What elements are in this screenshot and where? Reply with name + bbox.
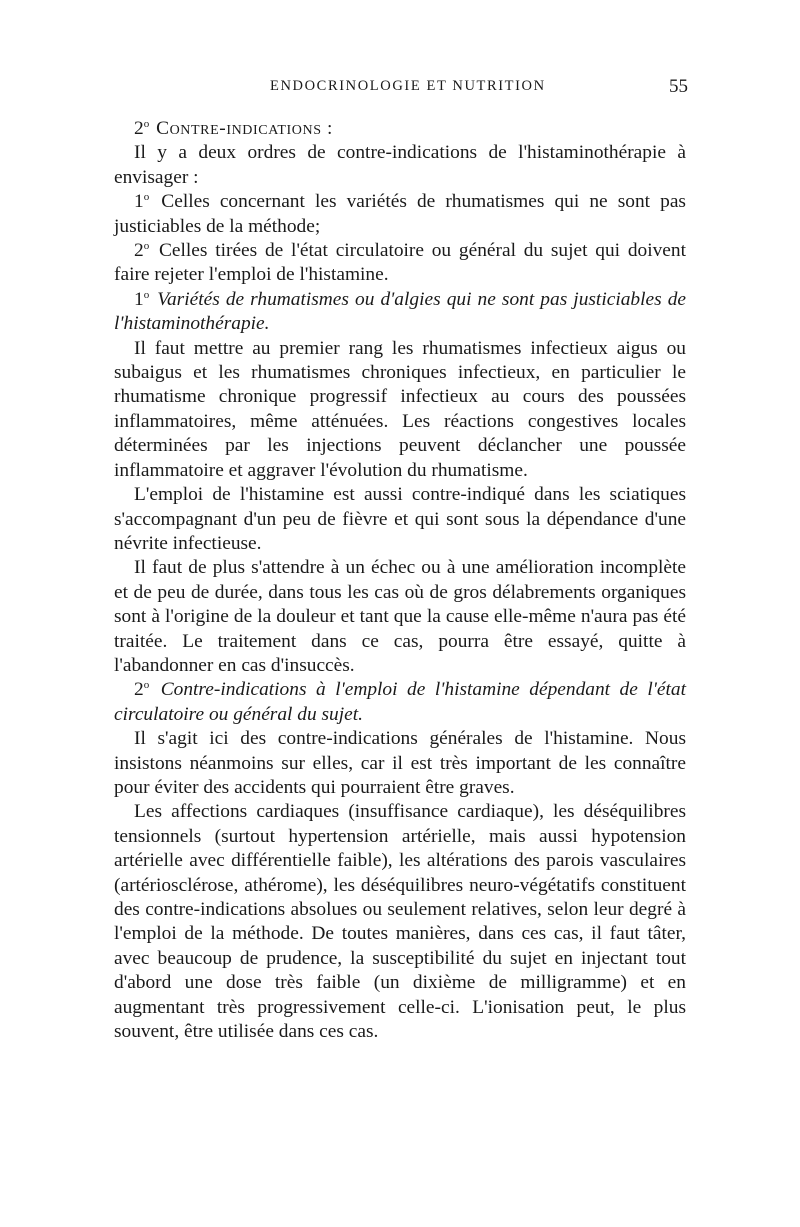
subheading-2 bbox=[114, 678, 686, 727]
paragraph-intro: Il y a deux ordres de contre-indications de l'histaminothérapie à envisager : bbox=[114, 142, 686, 188]
subheading-1-number: 1 bbox=[134, 288, 144, 310]
page-number: 55 bbox=[669, 76, 688, 97]
running-head: ENDOCRINOLOGIE ET NUTRITION bbox=[270, 78, 546, 94]
paragraph-item-2 bbox=[114, 239, 686, 288]
paragraph-general: Il s'agit ici des contre-indications générales de l'histamine. Nous insistons néanmoins sur elles, car il est très important de les connaître pour éviter des accidents qui pourraient être graves. bbox=[114, 728, 686, 798]
section-number: 2 bbox=[134, 118, 144, 139]
item-1-number: 1 bbox=[134, 191, 144, 213]
subheading-2-text: Contre-indications à l'emploi de l'histamine dépendant de l'état circulatoire ou général du sujet. bbox=[114, 679, 686, 725]
paragraph-failure: Il faut de plus s'attendre à un échec ou à une amélioration incomplète et de peu de durée, dans tous les cas où de gros délabrements organiques sont à l'origine de la douleur et tant que la cause elle-même n'aura pas été traitée. Le traitement dans ce cas, pourra être essayé, quitte à l'abandonner en cas d'insuccès. bbox=[114, 557, 686, 676]
subheading-1 bbox=[114, 288, 686, 337]
section-heading bbox=[114, 117, 686, 141]
section-title: Contre-indications : bbox=[156, 118, 334, 139]
subheading-1-ordinal: o bbox=[143, 288, 150, 301]
item-1-ordinal: o bbox=[143, 191, 150, 204]
paragraph-cardiac: Les affections cardiaques (insuffisance cardiaque), les déséquilibres tensionnels (surtout hypertension artérielle, mais aussi hypotension artérielle avec différentielle faible), les altérations des parois vasculaires (artériosclérose, athérome), les déséquilibres neuro-végétatifs constituent des contre-indications absolues ou seulement relatives, selon leur degré à l'emploi de la méthode. De toutes manières, dans ces cas, il faut tâter, avec beaucoup de prudence, la susceptibilité du sujet en injectant tout d'abord une dose très faible (un dixième de milligramme) et en augmentant très progressivement celle-ci. L'ionisation peut, le plus souvent, être utilisée dans ces cas. bbox=[114, 801, 686, 1043]
subheading-2-ordinal: o bbox=[143, 679, 150, 692]
paragraph-infectious: Il faut mettre au premier rang les rhumatismes infectieux aigus ou subaigus et les rhumatismes chroniques infectieux, en particulier le rhumatisme chronique progressif infectieux au cours des poussées inflammatoires, même atténuées. Les réactions congestives locales déterminées par les injections peuvent déclancher une poussée inflammatoire et aggraver l'évolution du rhumatisme. bbox=[114, 337, 686, 481]
subheading-2-number: 2 bbox=[134, 679, 144, 701]
item-1-text: Celles concernant les variétés de rhumatismes qui ne sont pas justiciables de la méthode; bbox=[114, 191, 686, 237]
section-ordinal: o bbox=[143, 118, 150, 130]
item-2-ordinal: o bbox=[143, 240, 150, 253]
paragraph-sciatica: L'emploi de l'histamine est aussi contre-indiqué dans les sciatiques s'accompagnant d'un peu de fièvre et qui sont sous la dépendance d'une névrite infectieuse. bbox=[114, 484, 686, 554]
body-text bbox=[114, 117, 686, 1044]
subheading-1-text: Variétés de rhumatismes ou d'algies qui ne sont pas justiciables de l'histaminothérapie. bbox=[114, 288, 686, 335]
item-2-text: Celles tirées de l'état circulatoire ou général du sujet qui doivent faire rejeter l'emploi de l'histamine. bbox=[114, 240, 686, 286]
page-header bbox=[112, 76, 688, 102]
item-2-number: 2 bbox=[134, 240, 144, 262]
paragraph-item-1 bbox=[114, 190, 686, 239]
